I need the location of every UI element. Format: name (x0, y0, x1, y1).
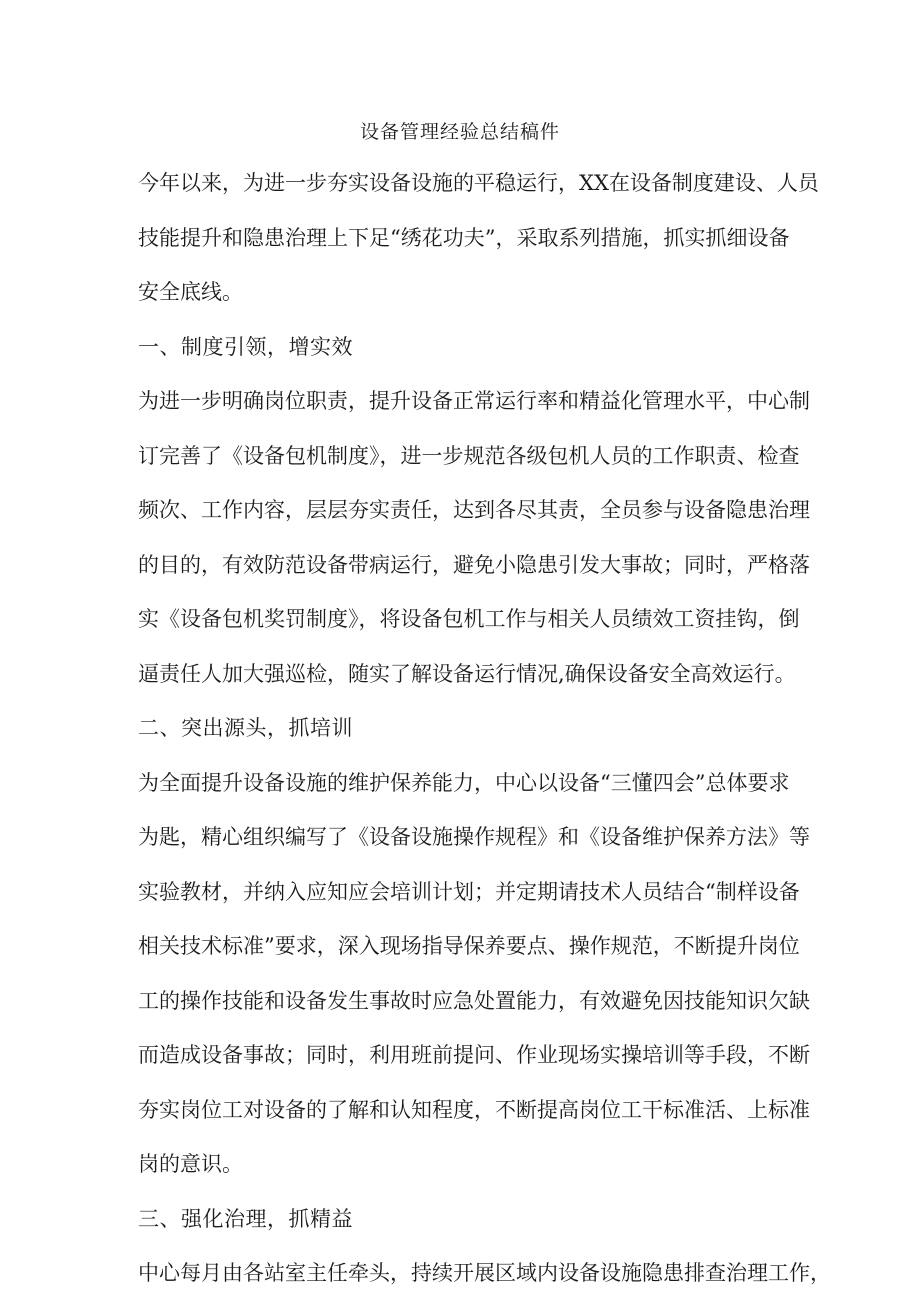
text-line: 为进一步明确岗位职责，提升设备正常运行率和精益化管理水平，中心制 (138, 389, 810, 413)
text-line: 实验教材，并纳入应知应会培训计划；并定期请技术人员结合“制样设备 (138, 879, 800, 904)
text-line: 中心每月由各站室主任牵头，持续开展区域内设备设施隐患排查治理工作， (138, 1261, 831, 1285)
section-heading: 二、突出源头，抓培训 (138, 716, 353, 740)
text-line: 订完善了《设备包机制度》，进一步规范各级包机人员的工作职责、检查 (138, 443, 800, 468)
text-line: 安全底线。 (138, 280, 243, 304)
text-line: 而造成设备事故；同时，利用班前提问、作业现场实操培训等手段，不断 (138, 1043, 810, 1067)
section-heading: 一、制度引领，增实效 (138, 334, 353, 359)
text-line: 工的操作技能和设备发生事故时应急处置能力，有效避免因技能知识欠缺 (138, 988, 810, 1013)
text-line: 频次、工作内容，层层夯实责任，达到各尽其责，全员参与设备隐患治理 (138, 498, 810, 522)
document-title: 设备管理经验总结稿件 (359, 121, 560, 143)
text-line: 逼责任人加大强巡检，随实了解设备运行情况,确保设备安全高效运行。 (138, 661, 796, 686)
text-line: 的目的，有效防范设备带病运行，避免小隐患引发大事故；同时，严格落 (138, 552, 810, 577)
text-line: 为匙，精心组织编写了《设备设施操作规程》和《设备维护保养方法》等 (138, 825, 810, 849)
text-line: 技能提升和隐患治理上下足“绣花功夫”，采取系列措施，抓实抓细设备 (138, 225, 790, 250)
document-body (138, 163, 831, 1308)
text-line: 为全面提升设备设施的维护保养能力，中心以设备“三懂四会”总体要求 (138, 770, 790, 795)
section-heading: 三、强化治理，抓精益 (138, 1206, 353, 1231)
text-line: 实《设备包机奖罚制度》，将设备包机工作与相关人员绩效工资挂钩，倒 (138, 607, 800, 631)
text-line: 夯实岗位工对设备的了解和认知程度，不断提高岗位工干标准活、上标准 (138, 1097, 810, 1122)
text-line: 岗的意识。 (138, 1152, 243, 1176)
text-line: 今年以来，为进一步夯实设备设施的平稳运行，XX在设备制度建设、人员 (138, 171, 819, 195)
text-line: 相关技术标准”要求，深入现场指导保养要点、操作规范，不断提升岗位 (138, 934, 800, 958)
